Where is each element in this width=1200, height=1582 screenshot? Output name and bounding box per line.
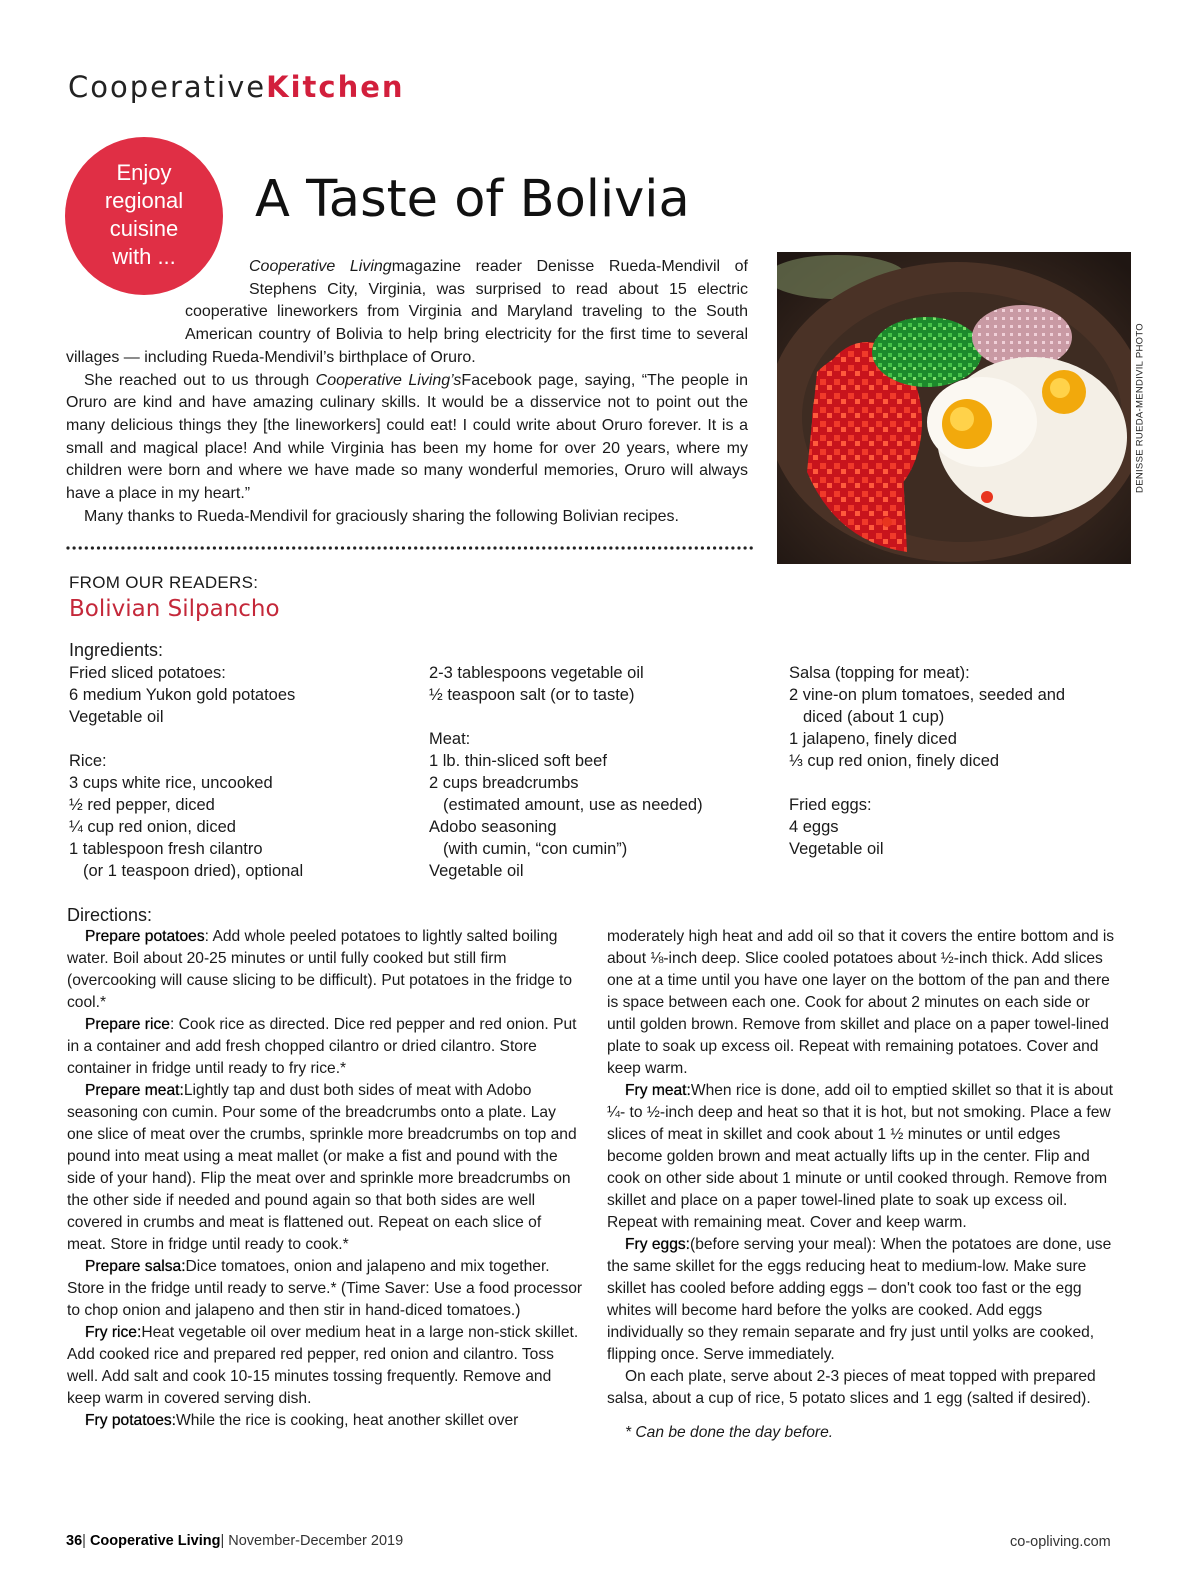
page-number: 36: [66, 1533, 83, 1549]
ingredient-line: 6 medium Yukon gold potatoes: [69, 686, 296, 704]
issue-date: November-December 2019: [228, 1533, 404, 1549]
intro-paragraph: Many thanks to Rueda-Mendivil for graciously sharing the following Bolivian recipes.: [84, 507, 679, 525]
direction-step: Prepare meat:Lightly tap and dust both sides of meat with Adobo seasoning con cumin. Pour some of the breadcrumbs onto a plate. Lay one slice of meat over the crumbs, sprinkle more breadcrumbs on top and pound into meat using a meat mallet (or make a fist and pound with the side of your hand). Flip the meat over and sprinkle more breadcrumbs on the other side if needed and pound again so that both sides are well covered in crumbs and meat is flattened out. Repeat on each slice of meat. Store in fridge until ready to cook.*: [67, 1082, 577, 1253]
ingredient-line: ½ red pepper, diced: [69, 796, 215, 814]
article-intro: [66, 256, 748, 528]
ingredient-line: Vegetable oil: [789, 840, 884, 858]
article-title: A Taste of Bolivia: [255, 170, 690, 229]
ingredients-column-2: [429, 662, 703, 882]
ingredient-line: Meat:: [429, 730, 471, 748]
directions-column-right: [607, 926, 1115, 1444]
ingredient-line: ⅓ cup red onion, finely diced: [789, 752, 1000, 770]
directions-heading: Directions:: [67, 905, 153, 925]
photo-credit: DENISSE RUEDA-MENDIVIL PHOTO: [1134, 323, 1146, 493]
ingredient-line: Vegetable oil: [429, 862, 524, 880]
magazine-name: Cooperative Living: [89, 1533, 221, 1549]
ingredient-line: Rice:: [69, 752, 107, 770]
dotted-divider: [66, 544, 756, 552]
ingredients-column-3: [789, 662, 1065, 860]
silpancho-photo: [777, 252, 1131, 564]
direction-step: Fry meat:When rice is done, add oil to emptied skillet so that it is about ¼- to ½-inch deep and heat so that it is hot, but not smoking. Place a few slices of meat in skillet and cook about 1 ½ minutes or until edges become golden brown and meat actually lifts up in the center. Flip and cook on other side about 1 minute or until cooked through. Remove from skillet and place on a paper towel-lined plate to soak up excess oil. Repeat with remaining meat. Cover and keep warm.: [607, 1082, 1113, 1231]
page-footer: 36| Cooperative Living| November-December 2019: [66, 1533, 404, 1549]
direction-step: moderately high heat and add oil so that it covers the entire bottom and is about ⅛-inch deep. Slice cooled potatoes about ½-inch thick. Add slices one at a time until you have one layer on the bottom of the pan and there is space between each one. Cook for about 2 minutes on each side or until golden brown. Remove from skillet and place on a paper towel-lined plate to soak up excess oil. Repeat with remaining potatoes. Cover and keep warm.: [607, 928, 1115, 1077]
ingredient-line: ½ teaspoon salt (or to taste): [429, 686, 635, 704]
food-illustration: [777, 252, 1131, 564]
ingredient-line: Fried sliced potatoes:: [69, 664, 226, 682]
direction-step: Fry potatoes:While the rice is cooking, heat another skillet over: [85, 1412, 519, 1429]
direction-step: Fry rice:Heat vegetable oil over medium heat in a large non-stick skillet. Add cooked rice and prepared red pepper, red onion and cilantro. Toss well. Add salt and cook 10-15 minutes tossing frequently. Remove and keep warm in covered serving dish.: [67, 1324, 579, 1407]
ingredient-line: 4 eggs: [789, 818, 839, 836]
badge-line: cuisine: [109, 216, 179, 241]
ingredient-line: (estimated amount, use as needed): [443, 796, 703, 814]
ingredient-line: (or 1 teaspoon dried), optional: [83, 862, 304, 880]
ingredient-line: 2 cups breadcrumbs: [429, 774, 579, 792]
ingredients-column-1: [69, 662, 303, 882]
recipe-name: Bolivian Silpancho: [69, 596, 280, 622]
ingredient-line: 2-3 tablespoons vegetable oil: [429, 664, 644, 682]
ingredient-line: 1 tablespoon fresh cilantro: [69, 840, 263, 858]
from-our-readers-label: FROM OUR READERS:: [69, 573, 259, 592]
section-header: [68, 70, 405, 104]
direction-step: Prepare salsa:Dice tomatoes, onion and jalapeno and mix together. Store in the fridge until ready to serve.* (Time Saver: Use a food processor to chop onion and jalapeno and then stir in hand-diced tomatoes.): [67, 1258, 583, 1319]
header-highlight: Kitchen: [266, 70, 405, 104]
direction-step: Fry eggs:(before serving your meal): When the potatoes are done, use the same skillet for the eggs reducing heat to medium-low. Make sure skillet has cooled before adding eggs – don't cook too fast or the egg whites will become hard before the yolks are cooked. Add eggs individually so they remain separate and fry just until yolks are cooked, flipping once. Serve immediately.: [607, 1236, 1112, 1363]
ingredient-line: (with cumin, “con cumin”): [443, 840, 628, 858]
ingredient-line: Salsa (topping for meat):: [789, 664, 970, 682]
badge-line: with ...: [112, 244, 176, 269]
intro-paragraph: She reached out to us through Cooperative Living’sFacebook page, saying, “The people in Oruro are kind and have amazing culinary skills. It would be a disservice not to point out the many delicious things they [the lineworkers] could eat! I could write about Oruro forever. It is a small and magical place! And while Virginia has been my home for over 20 years, where my children were born and where we have made so many wonderful memories, Oruro will always have a place in my heart.”: [66, 371, 748, 503]
badge-line: regional: [104, 188, 184, 213]
ingredient-line: 1 lb. thin-sliced soft beef: [429, 752, 607, 770]
ingredient-line: 1 jalapeno, finely diced: [789, 730, 957, 748]
ingredient-line: Vegetable oil: [69, 708, 164, 726]
ingredient-line: Fried eggs:: [789, 796, 872, 814]
ingredient-line: Adobo seasoning: [429, 818, 557, 836]
ingredient-line: diced (about 1 cup): [803, 708, 945, 726]
ingredients-heading: Ingredients:: [69, 640, 164, 660]
make-ahead-note: * Can be done the day before.: [625, 1424, 834, 1441]
website-url[interactable]: co-opliving.com: [1010, 1534, 1111, 1550]
direction-step: Prepare potatoes: Add whole peeled potatoes to lightly salted boiling water. Boil about 20-25 minutes or until fully cooked but still firm (overcooking will cause slicing to be difficult). Put potatoes in the fridge to cool.*: [67, 928, 573, 1011]
badge-line: Enjoy: [116, 160, 172, 185]
ingredient-line: 2 vine-on plum tomatoes, seeded and: [789, 686, 1066, 704]
header-prefix: Cooperative: [68, 70, 267, 104]
intro-paragraph: Cooperative Livingmagazine reader Denisse Rueda-Mendivil of Stephens City, Virginia, was surprised to read about 15 electric cooperative lineworkers from Virginia and Maryland traveling to the South American country of Bolivia to help bring electricity for the first time to several villages — including Rueda-Mendivil’s birthplace of Oruro.: [66, 258, 749, 366]
direction-step: Prepare rice: Cook rice as directed. Dice red pepper and red onion. Put in a container and add fresh chopped cilantro or dried cilantro. Store container in fridge until ready to fry rice.*: [67, 1016, 577, 1077]
directions-column-left: [67, 926, 583, 1432]
direction-step: On each plate, serve about 2-3 pieces of meat topped with prepared salsa, about a cup of rice, 5 potato slices and 1 egg (salted if desired).: [607, 1368, 1096, 1407]
ingredient-line: ¼ cup red onion, diced: [69, 818, 236, 836]
ingredient-line: 3 cups white rice, uncooked: [69, 774, 273, 792]
